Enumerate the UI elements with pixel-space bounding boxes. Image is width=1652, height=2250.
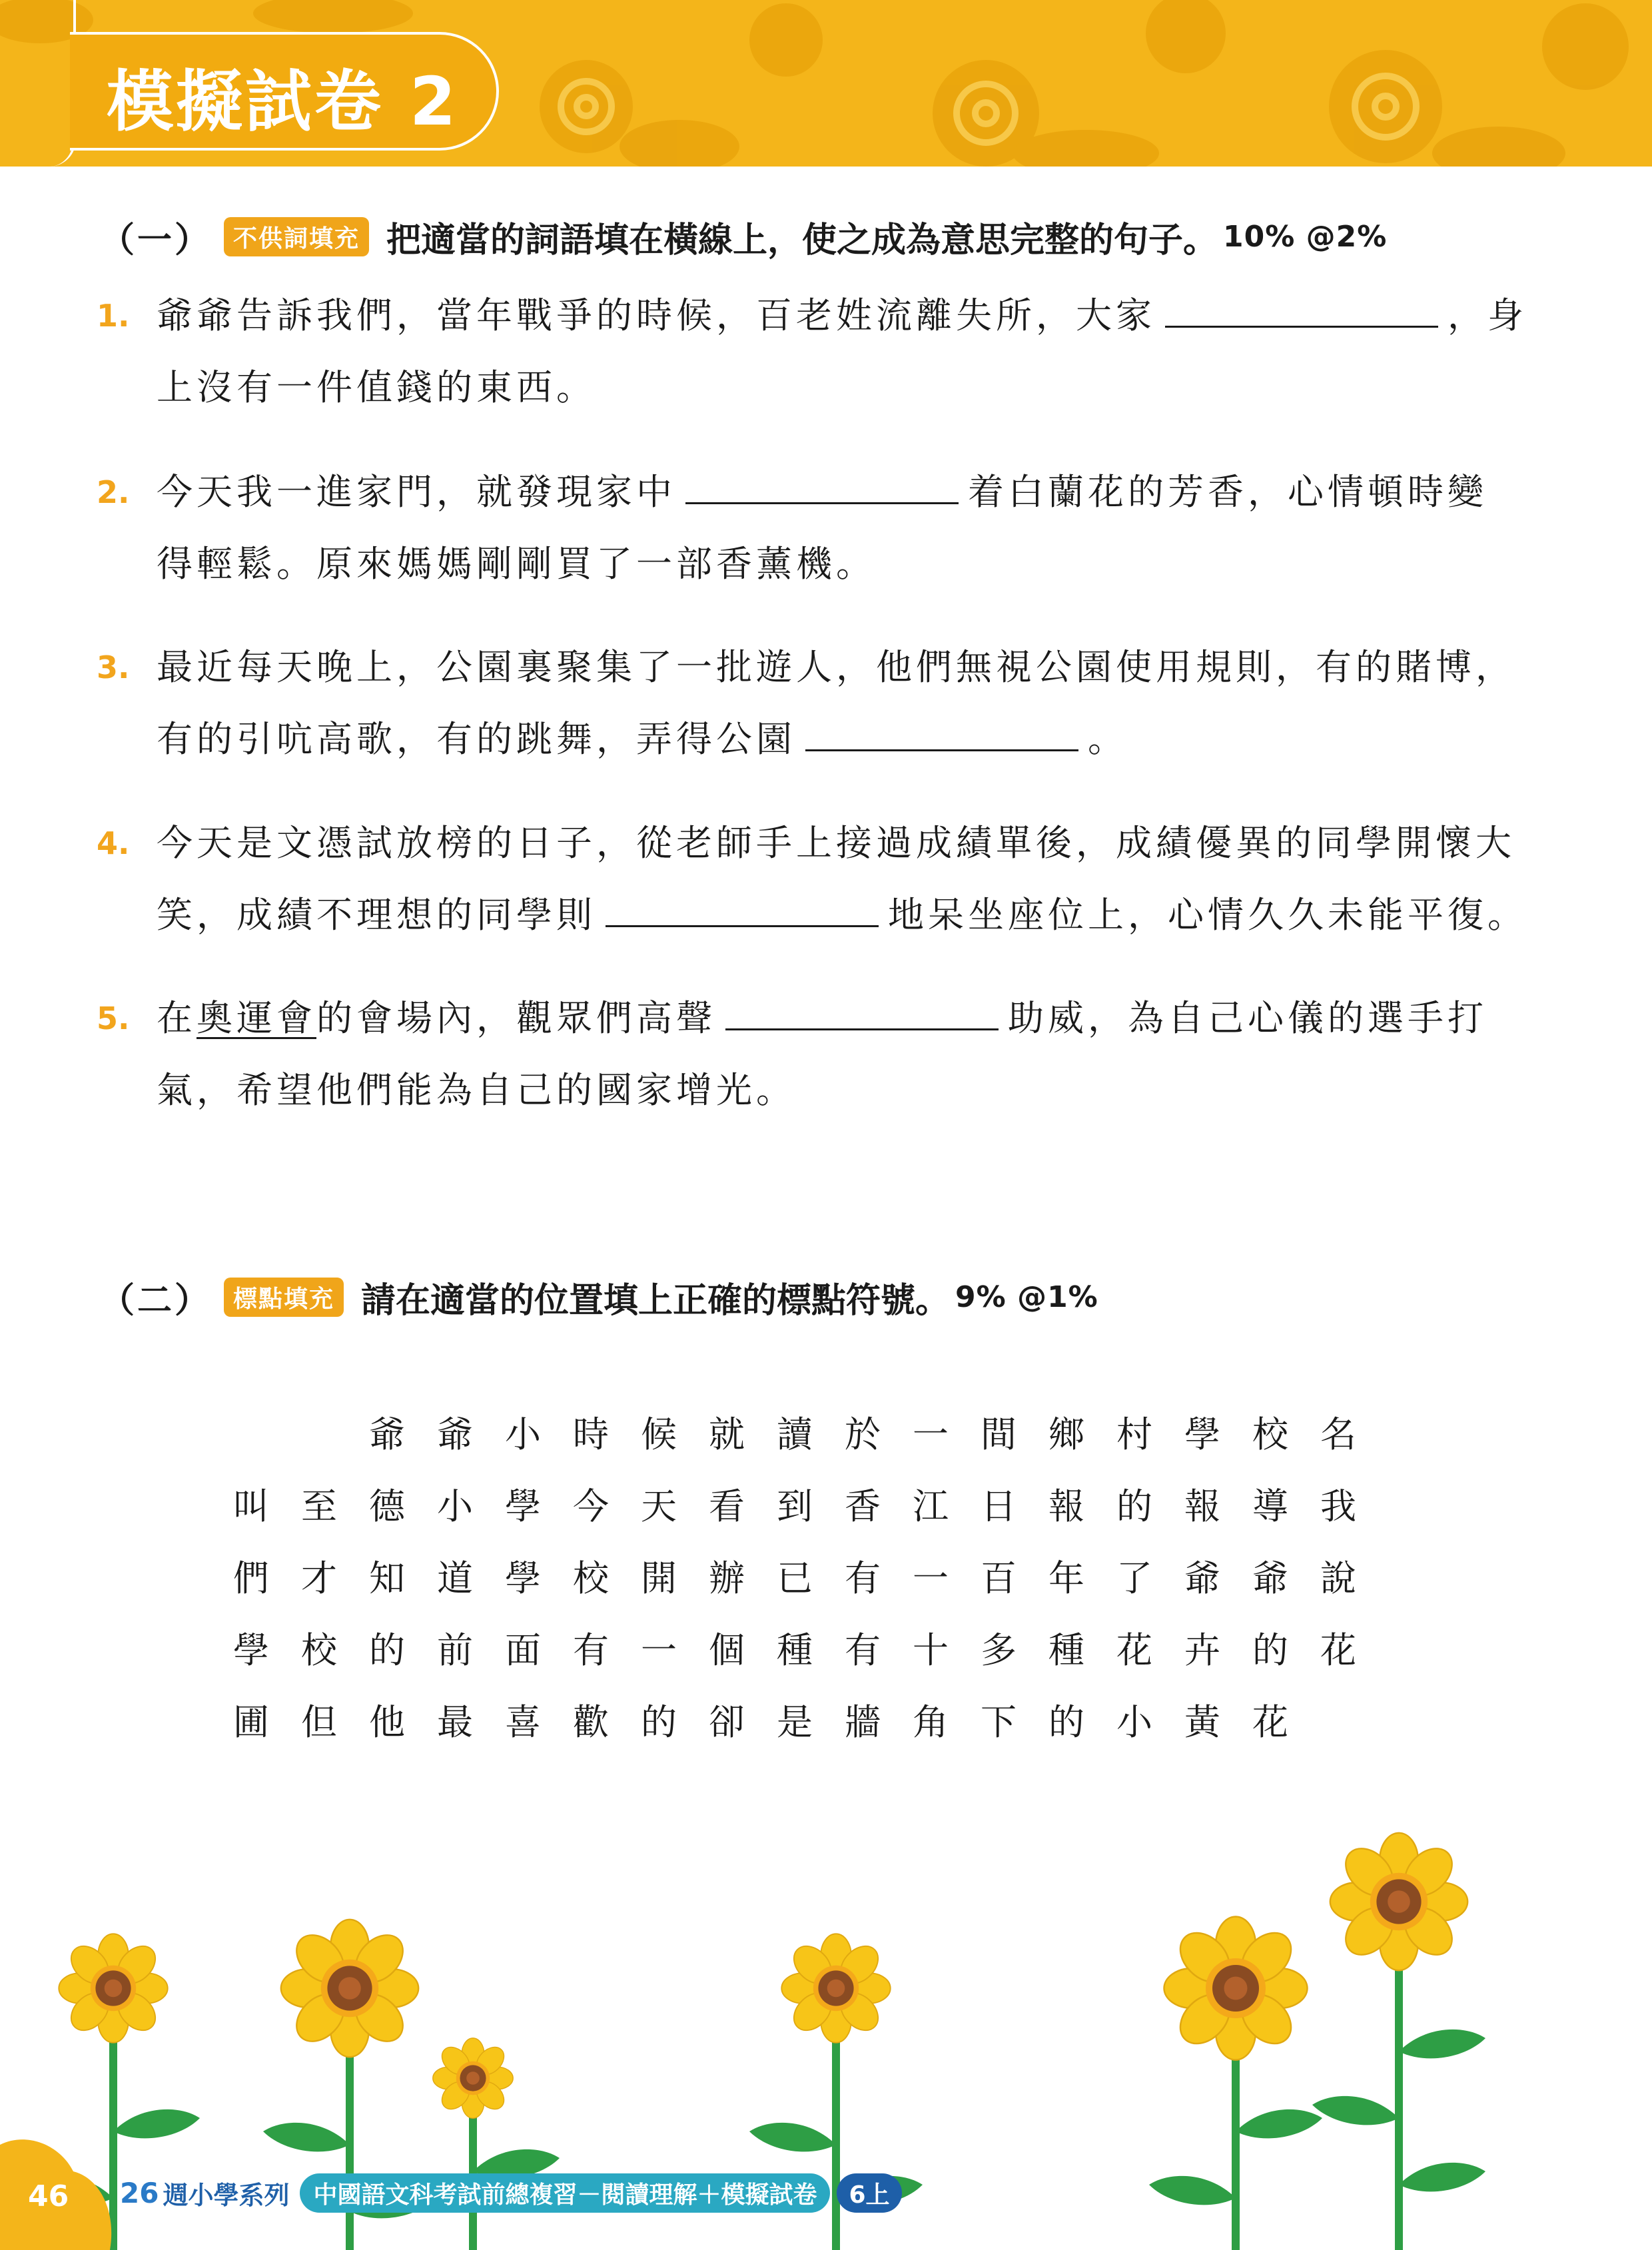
passage-char: 校 bbox=[301, 1629, 337, 1671]
passage-char: 學 bbox=[233, 1629, 269, 1671]
passage-char: 學 bbox=[1184, 1413, 1220, 1455]
question-number: 5. bbox=[97, 1000, 130, 1036]
passage-char: 的 bbox=[641, 1700, 677, 1743]
passage-char: 圃 bbox=[233, 1700, 269, 1743]
passage-char: 喜 bbox=[505, 1700, 541, 1743]
passage-char: 年 bbox=[1048, 1557, 1084, 1599]
series-name: 週小學系列 bbox=[163, 2180, 290, 2210]
answer-blank[interactable] bbox=[685, 476, 959, 504]
passage-row bbox=[233, 1539, 1388, 1611]
passage-char: 種 bbox=[777, 1629, 813, 1671]
passage-char: 歡 bbox=[573, 1700, 609, 1743]
answer-blank[interactable] bbox=[725, 1002, 999, 1030]
passage-char: 天 bbox=[641, 1485, 677, 1527]
question-number: 1. bbox=[97, 298, 130, 334]
passage-char: 村 bbox=[1116, 1413, 1152, 1455]
section-1-instruction: 把適當的詞語填在橫線上，使之成為意思完整的句子。 bbox=[386, 220, 1218, 260]
section-1-tag: 不供詞填充 bbox=[224, 217, 369, 256]
section-2-tag: 標點填充 bbox=[224, 1278, 344, 1317]
passage-char: 種 bbox=[1048, 1629, 1084, 1671]
passage-char: 一 bbox=[913, 1557, 949, 1599]
passage-char: 是 bbox=[777, 1700, 813, 1743]
passage-char: 導 bbox=[1252, 1485, 1288, 1527]
section-2-instruction: 請在適當的位置填上正確的標點符號。 bbox=[361, 1281, 951, 1321]
passage-char: 牆 bbox=[845, 1700, 881, 1743]
book-title: 中國語文科考試前總複習－閱讀理解＋模擬試卷 bbox=[300, 2173, 830, 2213]
passage-char: 學 bbox=[505, 1557, 541, 1599]
passage-row bbox=[233, 1611, 1388, 1683]
passage-char: 報 bbox=[1184, 1485, 1220, 1527]
question-text: 。 bbox=[1088, 718, 1128, 760]
passage-char: 有 bbox=[573, 1629, 609, 1671]
question-text: 的會場內，觀眾們高聲 bbox=[316, 997, 716, 1039]
passage-char: 已 bbox=[777, 1557, 813, 1599]
passage-char: 間 bbox=[981, 1413, 1017, 1455]
passage-char: 校 bbox=[1252, 1413, 1288, 1455]
passage-char: 花 bbox=[1116, 1629, 1152, 1671]
passage-char: 下 bbox=[981, 1700, 1017, 1743]
passage-char: 的 bbox=[369, 1629, 405, 1671]
question-number: 4. bbox=[97, 825, 130, 861]
question-text: 着白蘭花的芳香，心情頓時變 bbox=[968, 471, 1487, 513]
passage-char: 候 bbox=[641, 1413, 677, 1455]
passage-char: 的 bbox=[1048, 1700, 1084, 1743]
passage-char: 有 bbox=[845, 1557, 881, 1599]
passage-char: 才 bbox=[301, 1557, 337, 1599]
passage-char: 報 bbox=[1048, 1485, 1084, 1527]
passage-char: 個 bbox=[709, 1629, 745, 1671]
passage-char: 十 bbox=[913, 1629, 949, 1671]
question-number: 2. bbox=[97, 474, 130, 510]
passage-row bbox=[233, 1467, 1388, 1539]
passage-char: 但 bbox=[301, 1700, 337, 1743]
question-text: 得輕鬆。原來媽媽剛剛買了一部香薰機。 bbox=[157, 543, 876, 585]
passage-char: 知 bbox=[369, 1557, 405, 1599]
passage-char: 日 bbox=[981, 1485, 1017, 1527]
proper-noun-underline: 奧運會 bbox=[197, 997, 316, 1039]
question-text: 在 bbox=[157, 997, 197, 1039]
passage-char: 爺 bbox=[1184, 1557, 1220, 1599]
passage-char: 小 bbox=[437, 1485, 473, 1527]
passage-char: 前 bbox=[437, 1629, 473, 1671]
passage-char: 爺 bbox=[369, 1413, 405, 1455]
passage-row bbox=[233, 1395, 1388, 1467]
passage-char: 百 bbox=[981, 1557, 1017, 1599]
question-text: ，身 bbox=[1447, 294, 1527, 336]
section-1-score: 10% @2% bbox=[1223, 220, 1388, 254]
question-4 bbox=[97, 807, 1527, 951]
page-title: 模擬試卷 2 bbox=[107, 63, 459, 141]
passage-char: 德 bbox=[369, 1485, 405, 1527]
passage-char: 江 bbox=[913, 1485, 949, 1527]
passage-char: 我 bbox=[1320, 1485, 1356, 1527]
passage-char: 他 bbox=[369, 1700, 405, 1743]
passage-char: 香 bbox=[845, 1485, 881, 1527]
question-1 bbox=[97, 280, 1527, 424]
passage-char: 的 bbox=[1252, 1629, 1288, 1671]
passage-row bbox=[233, 1683, 1388, 1755]
passage-char: 一 bbox=[913, 1413, 949, 1455]
passage-char: 讀 bbox=[777, 1413, 813, 1455]
section-1-number: （一） bbox=[100, 220, 212, 260]
question-number: 3. bbox=[97, 649, 130, 685]
passage-char: 道 bbox=[437, 1557, 473, 1599]
passage-char: 爺 bbox=[437, 1413, 473, 1455]
question-text: 上沒有一件值錢的東西。 bbox=[157, 366, 596, 408]
passage-char: 爺 bbox=[1252, 1557, 1288, 1599]
passage-char: 花 bbox=[1252, 1700, 1288, 1743]
answer-blank[interactable] bbox=[805, 723, 1078, 751]
passage-char: 至 bbox=[301, 1485, 337, 1527]
answer-blank[interactable] bbox=[1165, 299, 1438, 328]
section-2-number: （二） bbox=[100, 1281, 212, 1321]
question-3 bbox=[97, 631, 1515, 775]
passage-char: 花 bbox=[1320, 1629, 1356, 1671]
passage-char: 開 bbox=[641, 1557, 677, 1599]
passage-char: 於 bbox=[845, 1413, 881, 1455]
passage-char: 角 bbox=[913, 1700, 949, 1743]
passage-char: 黃 bbox=[1184, 1700, 1220, 1743]
passage-char: 的 bbox=[1116, 1485, 1152, 1527]
passage-grid bbox=[233, 1395, 1388, 1755]
question-text: 最近每天晚上，公園裏聚集了一批遊人，他們無視公園使用規則，有的賭博， bbox=[157, 646, 1515, 688]
passage-char: 小 bbox=[505, 1413, 541, 1455]
passage-char: 卻 bbox=[709, 1700, 745, 1743]
passage-char: 學 bbox=[505, 1485, 541, 1527]
question-text: 爺爺告訴我們，當年戰爭的時候，百老姓流離失所，大家 bbox=[157, 294, 1156, 336]
question-text: 助威，為自己心儀的選手打 bbox=[1008, 997, 1487, 1039]
question-text: 氣，希望他們能為自己的國家增光。 bbox=[157, 1069, 796, 1111]
passage-char: 叫 bbox=[233, 1485, 269, 1527]
question-text: 今天我一進家門，就發現家中 bbox=[157, 471, 676, 513]
passage-char: 鄉 bbox=[1048, 1413, 1084, 1455]
passage-char: 到 bbox=[777, 1485, 813, 1527]
passage-char: 辦 bbox=[709, 1557, 745, 1599]
section-1-header bbox=[100, 212, 1387, 262]
question-text: 地呆坐座位上，心情久久未能平復。 bbox=[888, 894, 1527, 936]
passage-char: 小 bbox=[1116, 1700, 1152, 1743]
question-2 bbox=[97, 456, 1502, 600]
title-tab-edge bbox=[0, 0, 76, 167]
answer-blank[interactable] bbox=[606, 899, 879, 927]
passage-char: 名 bbox=[1320, 1413, 1356, 1455]
passage-char: 卉 bbox=[1184, 1629, 1220, 1671]
passage-char: 時 bbox=[573, 1413, 609, 1455]
page-header bbox=[0, 0, 1652, 167]
passage-char: 看 bbox=[709, 1485, 745, 1527]
passage-char: 說 bbox=[1320, 1557, 1356, 1599]
question-text: 有的引吭高歌，有的跳舞，弄得公園 bbox=[157, 718, 796, 760]
question-5 bbox=[97, 982, 1502, 1126]
passage-char: 面 bbox=[505, 1629, 541, 1671]
passage-char: 就 bbox=[709, 1413, 745, 1455]
page-number: 46 bbox=[28, 2179, 69, 2213]
passage-char: 多 bbox=[981, 1629, 1017, 1671]
series-logo: 26 bbox=[120, 2176, 159, 2209]
passage-char: 校 bbox=[573, 1557, 609, 1599]
passage-char: 今 bbox=[573, 1485, 609, 1527]
section-2-score: 9% @1% bbox=[955, 1280, 1098, 1314]
grade-badge: 6上 bbox=[837, 2173, 901, 2213]
passage-char: 了 bbox=[1116, 1557, 1152, 1599]
question-text: 笑，成績不理想的同學則 bbox=[157, 894, 596, 936]
passage-char: 有 bbox=[845, 1629, 881, 1671]
passage-char: 一 bbox=[641, 1629, 677, 1671]
question-text: 今天是文憑試放榜的日子，從老師手上接過成績單後，成績優異的同學開懷大 bbox=[157, 822, 1515, 864]
section-2-header bbox=[100, 1272, 1098, 1322]
footer-bar bbox=[120, 2173, 902, 2213]
passage-char: 最 bbox=[437, 1700, 473, 1743]
passage-char: 們 bbox=[233, 1557, 269, 1599]
